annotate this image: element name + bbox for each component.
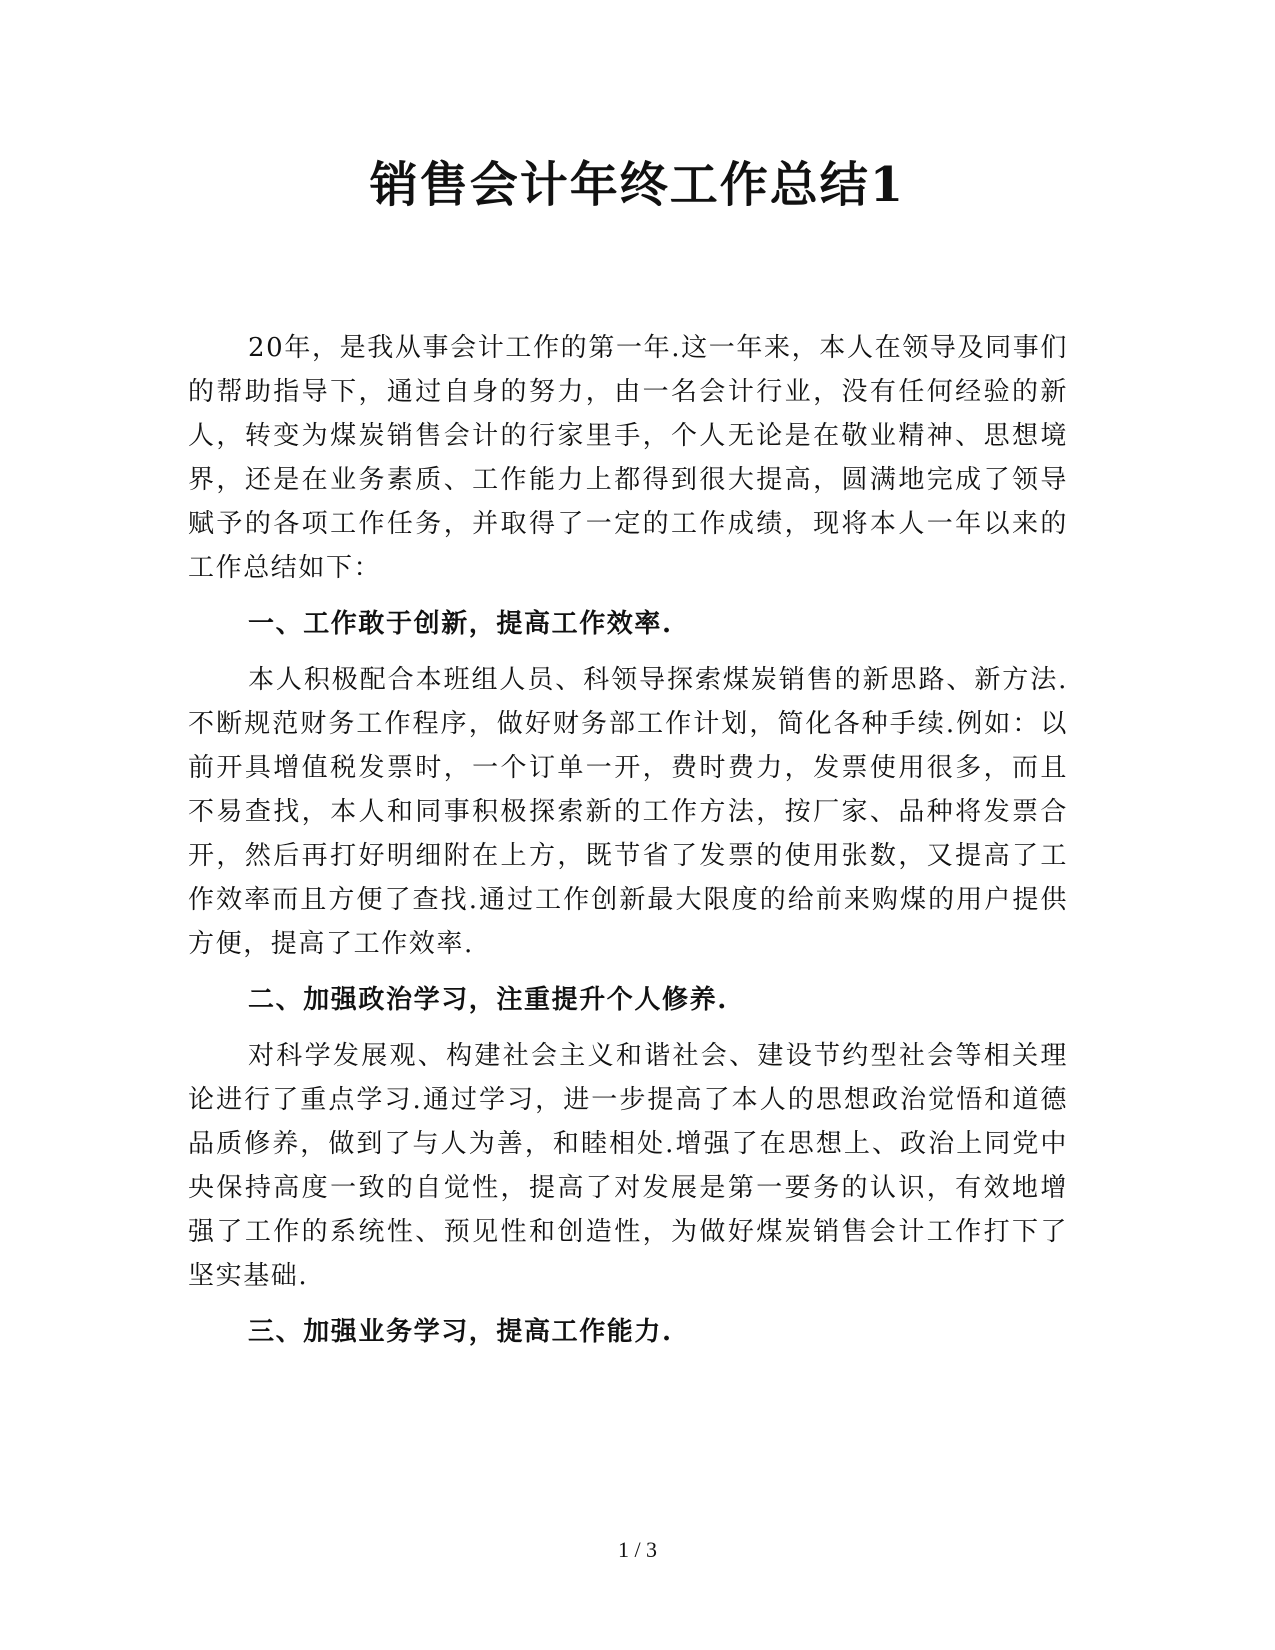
section-2-heading: 二、加强政治学习，注重提升个人修养.: [248, 985, 728, 1015]
section-3-heading: 三、加强业务学习，提高工作能力.: [248, 1317, 673, 1347]
section-1-heading: 一、工作敢于创新，提高工作效率.: [248, 609, 673, 639]
page-number: 1 / 3: [617, 1537, 658, 1562]
document-title: 销售会计年终工作总结1: [369, 157, 906, 213]
section-2-body: 对科学发展观、构建社会主义和谐社会、建设节约型社会等相关理论进行了重点学习.通过学习，进一步提高了本人的思想政治觉悟和道德品质修养，做到了与人为善，和睦相处.增强了在思想上、政治上同党中央保持高度一致的自觉性，提高了对发展是第一要务的认识，有效地增强了工作的系统性、预见性和创造性，为做好煤炭销售会计工作打下了坚实基础.: [188, 1041, 1068, 1291]
section-1-body: 本人积极配合本班组人员、科领导探索煤炭销售的新思路、新方法.不断规范财务工作程序，做好财务部工作计划，简化各种手续.例如：以前开具增值税发票时，一个订单一开，费时费力，发票使用很多，而且不易查找，本人和同事积极探索新的工作方法，按厂家、品种将发票合开，然后再打好明细附在上方，既节省了发票的使用张数，又提高了工作效率而且方便了查找.通过工作创新最大限度的给前来购煤的用户提供方便，提高了工作效率.: [188, 665, 1068, 959]
document-body: [188, 326, 1068, 1366]
intro-paragraph: 20年，是我从事会计工作的第一年.这一年来，本人在领导及同事们的帮助指导下，通过自身的努力，由一名会计行业，没有任何经验的新人，转变为煤炭销售会计的行家里手，个人无论是在敬业精神、思想境界，还是在业务素质、工作能力上都得到很大提高，圆满地完成了领导赋予的各项工作任务，并取得了一定的工作成绩，现将本人一年以来的工作总结如下：: [188, 333, 1068, 583]
